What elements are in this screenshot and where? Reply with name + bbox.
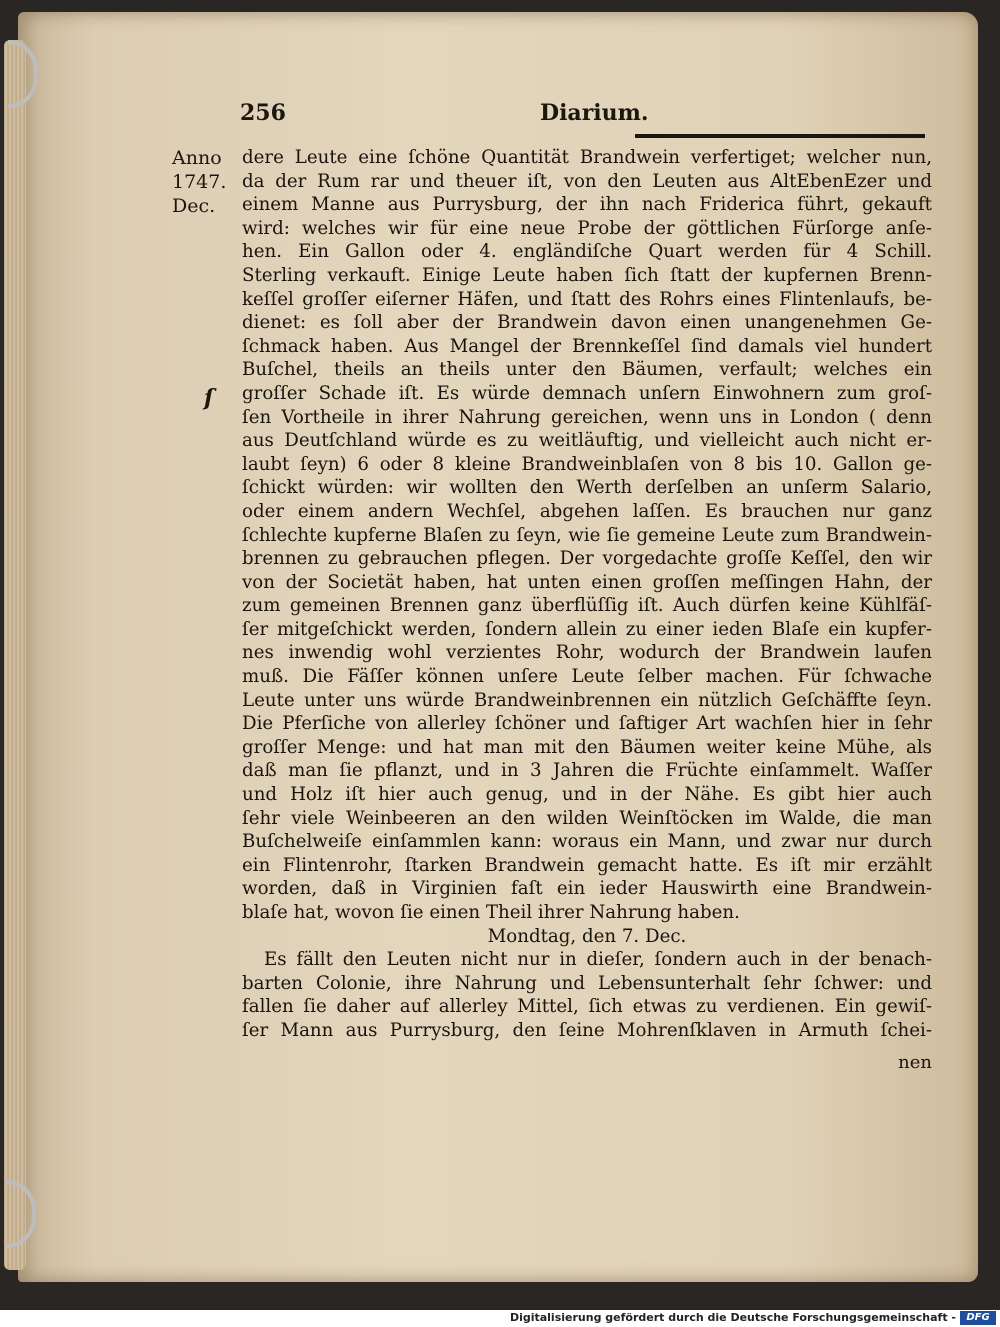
- text-line: einem Manne aus Purrysburg, der ihn nach Friderica führt, gekauft: [242, 194, 932, 216]
- page-footer: [242, 1052, 932, 1076]
- text-line: ſchickt würden: wir wollten den Werth derſelben an unſerm Salario,: [242, 477, 932, 499]
- text-line: Buſchelweiſe einſammlen kann: woraus ein Mann, und zwar nur durch: [242, 831, 932, 853]
- text-line: oder einem andern Wechſel, abgehen laſſen. Es brauchen nur ganz: [242, 500, 932, 522]
- body-text: [242, 146, 932, 1043]
- text-line: fallen ſie daher auf allerley Mittel, ſich etwas zu verdienen. Ein gewiſ-: [242, 996, 932, 1018]
- margin-mark: ſ: [204, 385, 214, 411]
- running-title: Diarium.: [540, 100, 649, 126]
- text-line: hen. Ein Gallon oder 4. engländiſche Quart werden für 4 Schill.: [242, 241, 932, 263]
- text-line: daß man ſie pflanzt, und in 3 Jahren die Früchte einſammelt. Waſſer: [242, 760, 932, 782]
- text-line: ſchmack haben. Aus Mangel der Brennkeſſel ſind damals viel hundert: [242, 335, 932, 357]
- text-line: zum gemeinen Brennen ganz überflüſſig iſt. Auch dürfen keine Kühlfäſ-: [242, 595, 932, 617]
- text-line: wird: welches wir für eine neue Probe der göttlichen Fürſorge anſe-: [242, 217, 932, 239]
- margin-note-line: Anno: [172, 147, 222, 169]
- text-line: dienet: es ſoll aber der Brandwein davon einen unangenehmen Ge-: [242, 312, 932, 334]
- text-line: ſchlechte kupferne Blaſen zu ſeyn, wie ſie gemeine Leute zum Brandwein-: [242, 524, 932, 546]
- text-line: Leute unter uns würde Brandweinbrennen ein nützlich Geſchäffte ſeyn.: [242, 689, 932, 711]
- margin-note-line: 1747.: [172, 171, 227, 193]
- text-line: nes inwendig wohl verzientes Rohr, wodurch der Brandwein laufen: [242, 642, 932, 664]
- text-line: von der Societät haben, hat unten einen groſſen meſſingen Hahn, der: [242, 571, 932, 593]
- text-line: ſen Vortheile in ihrer Nahrung gereichen, wenn uns in London ( denn: [242, 406, 932, 428]
- page-number: 256: [240, 100, 286, 126]
- text-line: dere Leute eine ſchöne Quantität Brandwein verfertiget; welcher nun,: [242, 147, 932, 168]
- text-line: keſſel groſſer eiſerner Häfen, und ſtatt des Rohrs eines Flintenlaufs, be-: [242, 288, 932, 310]
- text-line: ſer Mann aus Purrysburg, den ſeine Mohrenſklaven in Armuth ſchei-: [242, 1019, 932, 1041]
- catchword: nen: [898, 1052, 932, 1073]
- funding-credit: Digitalisierung gefördert durch die Deutsche Forschungsgemeinschaft -: [509, 1311, 956, 1324]
- text-line: brennen zu gebrauchen pflegen. Der vorgedachte groſſe Keſſel, den wir: [242, 548, 932, 570]
- text-line: groſſer Menge: und hat man mit den Bäumen weiter keine Mühe, als: [242, 736, 932, 758]
- dfg-logo: DFG: [960, 1311, 996, 1325]
- margin-note-line: Dec.: [172, 195, 216, 217]
- scan-credit-bar: [0, 1310, 1000, 1327]
- date-heading: Mondtag, den 7. Dec.: [487, 925, 687, 947]
- text-line: ein Flintenrohr, ſtarken Brandwein gemacht hatte. Es iſt mir erzählt: [242, 854, 932, 876]
- text-line: Buſchel, theils an theils unter den Bäumen, verfault; welches ein: [242, 359, 932, 381]
- page-header: [240, 100, 930, 136]
- margin-note: [172, 146, 232, 218]
- text-line: muß. Die Fäſſer können unſere Leute ſelber machen. Für ſchwache: [242, 666, 932, 688]
- text-line: Sterling verkauft. Einige Leute haben ſich ſtatt der kupfernen Brenn-: [242, 264, 932, 286]
- text-line: groſſer Schade iſt. Es würde demnach unſern Einwohnern zum groſ-: [242, 382, 932, 404]
- text-line: ſer mitgeſchickt werden, ſondern allein zu einer ieden Blaſe ein kupfer-: [242, 618, 932, 640]
- text-line: da der Rum rar und theuer iſt, von den Leuten aus AltEbenEzer und: [242, 170, 932, 192]
- page-edges: [4, 40, 26, 1270]
- text-line: barten Colonie, ihre Nahrung und Lebensunterhalt ſehr ſchwer: und: [242, 972, 932, 994]
- text-line: ſehr viele Weinbeeren an den wilden Weinſtöcken im Walde, die man: [242, 807, 932, 829]
- text-line: blaſe hat, wovon ſie einen Theil ihrer Nahrung haben.: [242, 902, 740, 923]
- header-rule: [635, 134, 925, 138]
- text-line: worden, daß in Virginien faſt ein ieder Hauswirth eine Brandwein-: [242, 878, 932, 900]
- text-line: Die Pferſiche von allerley ſchöner und ſaftiger Art wachſen hier in ſehr: [242, 713, 932, 735]
- text-line: Es fällt den Leuten nicht nur in dieſer, ſondern auch in der benach-: [264, 949, 932, 971]
- text-line: aus Deutſchland würde es zu weitläuftig, und vielleicht auch nicht er-: [242, 430, 932, 452]
- text-line: laubt ſeyn) 6 oder 8 kleine Brandweinblaſen von 8 bis 10. Gallon ge-: [242, 453, 932, 475]
- text-line: und Holz iſt hier auch genug, und in der Nähe. Es gibt hier auch: [242, 784, 932, 806]
